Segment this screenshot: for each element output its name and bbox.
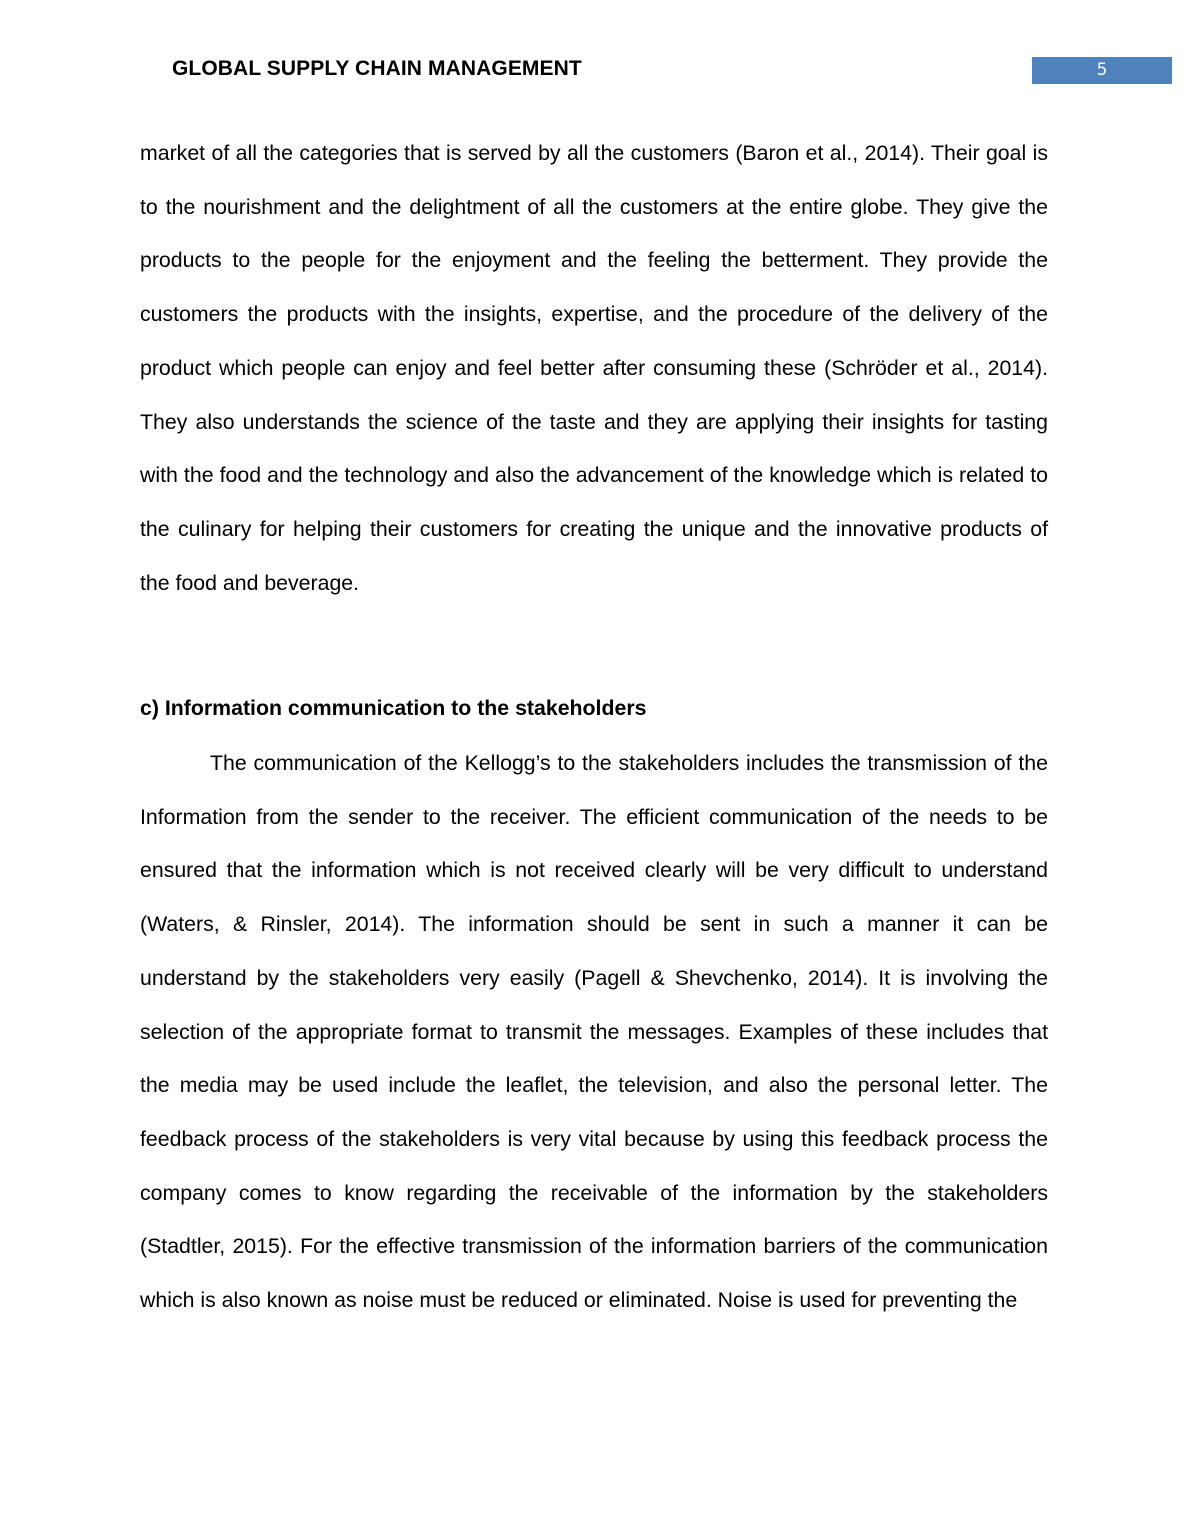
page-number-badge: 5 (1032, 57, 1172, 84)
body-paragraph-2: The communication of the Kellogg’s to the stakeholders includes the transmission of the Information from the sender to the receiver. The efficient communication of the needs to be ensured that the information which is not received clearly will be very difficult to understand (Waters, & Rinsler, 2014). The information should be sent in such a manner it can be understand by the stakeholders very easily (Pagell & Shevchenko, 2014). It is involving the selection of the appropriate format to transmit the messages. Examples of these includes that the media may be used include the leaflet, the television, and also the personal letter. The feedback process of the stakeholders is very vital because by using this feedback process the company comes to know regarding the receivable of the information by the stakeholders (Stadtler, 2015). For the effective transmission of the information barriers of the communication which is also known as noise must be reduced or eliminated. Noise is used for preventing the (140, 751, 1048, 1313)
body-paragraph-1: market of all the categories that is served by all the customers (Baron et al., 2014). Their goal is to the nourishment and the delightment of all the customers at the entire globe. They give the products to the people for the enjoyment and the feeling the betterment. They provide the customers the products with the insights, expertise, and the procedure of the delivery of the product which people can enjoy and feel better after consuming these (Schröder et al., 2014). They also understands the science of the taste and they are applying their insights for tasting with the food and the technology and also the advancement of the knowledge which is related to the culinary for helping their customers for creating the unique and the innovative products of the food and beverage. (140, 141, 1048, 595)
running-header-title: GLOBAL SUPPLY CHAIN MANAGEMENT (172, 57, 582, 80)
section-heading: c) Information communication to the stakeholders (140, 696, 647, 720)
